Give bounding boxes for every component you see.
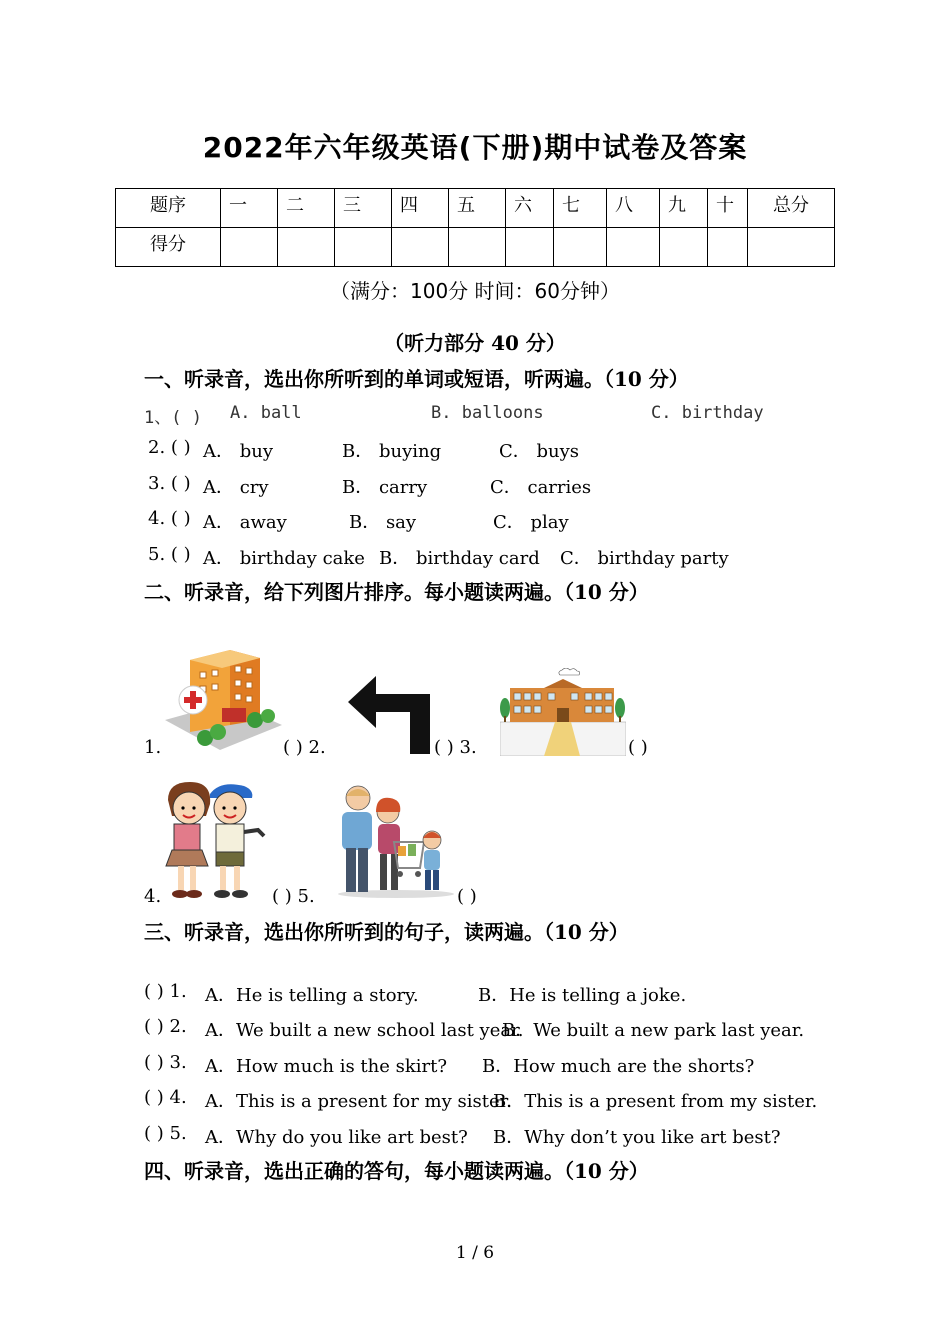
section2-title: 二、听录音，给下列图片排序。每小题读两遍。（10 分） bbox=[144, 580, 649, 604]
hospital-picture bbox=[160, 640, 285, 755]
section1-title: 一、听录音，选出你所听到的单词或短语，听两遍。（10 分） bbox=[144, 367, 689, 391]
s3-q1-option-b: B．He is telling a joke. bbox=[478, 985, 687, 1006]
s3-q5-number[interactable]: ( ) 5. bbox=[144, 1123, 187, 1144]
q5-option-b: B． birthday card bbox=[379, 548, 540, 569]
family-shopping-picture bbox=[336, 782, 456, 902]
q3-option-a: A． cry bbox=[203, 477, 269, 498]
q1-option-b: B. balloons bbox=[431, 403, 544, 423]
s3-q3-number[interactable]: ( ) 3. bbox=[144, 1052, 187, 1073]
q1-number: 1、( ) bbox=[144, 408, 202, 428]
q2-option-c: C． buys bbox=[499, 441, 580, 462]
q4-option-b: B． say bbox=[349, 512, 417, 533]
children-picture bbox=[160, 780, 270, 902]
header-cell: 总分 bbox=[748, 189, 835, 228]
s3-q5-option-b: B．Why don’t you like art best? bbox=[493, 1127, 781, 1148]
q2-number: 2. ( ) bbox=[148, 437, 191, 458]
q2-option-b: B． buying bbox=[342, 441, 442, 462]
q3-option-c: C． carries bbox=[490, 477, 592, 498]
school-picture bbox=[500, 668, 626, 756]
q1-option-c: C. birthday bbox=[651, 403, 764, 423]
header-cell: 四 bbox=[392, 189, 449, 228]
q1-option-a: A. ball bbox=[230, 403, 302, 423]
q4-option-a: A． away bbox=[203, 512, 287, 533]
score-cell[interactable] bbox=[748, 228, 835, 267]
q5-number: 5. ( ) bbox=[148, 544, 191, 565]
q4-number: 4. ( ) bbox=[148, 508, 191, 529]
q5-option-c: C． birthday party bbox=[560, 548, 729, 569]
score-table-score-row bbox=[116, 228, 835, 267]
score-cell[interactable] bbox=[449, 228, 506, 267]
header-cell: 八 bbox=[607, 189, 660, 228]
score-cell[interactable] bbox=[506, 228, 554, 267]
s3-q3-option-a: A．How much is the skirt? bbox=[205, 1056, 448, 1077]
s3-q2-number[interactable]: ( ) 2. bbox=[144, 1016, 187, 1037]
header-cell: 一 bbox=[221, 189, 278, 228]
turn-left-arrow-picture bbox=[348, 676, 432, 754]
section3-title: 三、听录音，选出你所听到的句子，读两遍。（10 分） bbox=[144, 920, 629, 944]
q3-option-b: B． carry bbox=[342, 477, 428, 498]
score-cell[interactable] bbox=[335, 228, 392, 267]
pic1-number: 1. bbox=[144, 737, 162, 758]
q5-option-a: A． birthday cake bbox=[203, 548, 365, 569]
exam-meta: （满分：100分 时间：60分钟） bbox=[330, 279, 620, 303]
q2-option-a: A． buy bbox=[203, 441, 274, 462]
header-cell: 题序 bbox=[116, 189, 221, 228]
pic3-answer[interactable]: ( ) bbox=[628, 737, 648, 758]
s3-q1-number[interactable]: ( ) 1. bbox=[144, 981, 187, 1002]
pic2-answer-and-pic3-number[interactable]: ( ) 3. bbox=[434, 737, 477, 758]
score-row-label: 得分 bbox=[116, 228, 221, 267]
score-cell[interactable] bbox=[392, 228, 449, 267]
pic1-answer-and-pic2-number[interactable]: ( ) 2. bbox=[283, 737, 326, 758]
header-cell: 十 bbox=[708, 189, 748, 228]
s3-q5-option-a: A．Why do you like art best? bbox=[205, 1127, 468, 1148]
pic5-answer[interactable]: ( ) bbox=[457, 886, 477, 907]
s3-q4-option-a: A．This is a present for my sister. bbox=[205, 1091, 512, 1112]
page-title: 2022年六年级英语(下册)期中试卷及答案 bbox=[202, 131, 748, 164]
q4-option-c: C． play bbox=[493, 512, 569, 533]
header-cell: 六 bbox=[506, 189, 554, 228]
header-cell: 五 bbox=[449, 189, 506, 228]
section4-title: 四、听录音，选出正确的答句，每小题读两遍。（10 分） bbox=[144, 1159, 649, 1183]
s3-q4-option-b: B．This is a present from my sister. bbox=[493, 1091, 818, 1112]
score-cell[interactable] bbox=[221, 228, 278, 267]
pic4-answer-and-pic5-number[interactable]: ( ) 5. bbox=[272, 886, 315, 907]
s3-q4-number[interactable]: ( ) 4. bbox=[144, 1087, 187, 1108]
s3-q2-option-b: B．We built a new park last year. bbox=[502, 1020, 805, 1041]
s3-q1-option-a: A．He is telling a story. bbox=[205, 985, 419, 1006]
q3-number: 3. ( ) bbox=[148, 473, 191, 494]
s3-q3-option-b: B．How much are the shorts? bbox=[482, 1056, 755, 1077]
score-cell[interactable] bbox=[708, 228, 748, 267]
listening-part-heading: （听力部分 40 分） bbox=[384, 331, 566, 355]
s3-q2-option-a: A．We built a new school last year. bbox=[205, 1020, 524, 1041]
score-cell[interactable] bbox=[554, 228, 607, 267]
score-table-header-row bbox=[116, 189, 835, 228]
header-cell: 九 bbox=[660, 189, 708, 228]
score-cell[interactable] bbox=[607, 228, 660, 267]
header-cell: 二 bbox=[278, 189, 335, 228]
header-cell: 七 bbox=[554, 189, 607, 228]
score-cell[interactable] bbox=[278, 228, 335, 267]
header-cell: 三 bbox=[335, 189, 392, 228]
pic4-number: 4. bbox=[144, 886, 162, 907]
page-number: 1 / 6 bbox=[455, 1243, 495, 1263]
score-table bbox=[115, 188, 835, 267]
score-cell[interactable] bbox=[660, 228, 708, 267]
